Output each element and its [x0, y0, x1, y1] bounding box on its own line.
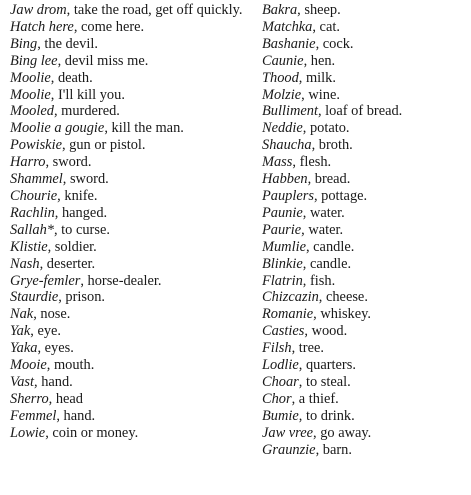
entry-term: Moolie [10, 86, 51, 103]
glossary-entry [262, 408, 467, 425]
entry-term: Flatrin [262, 272, 303, 289]
entry-definition: , cheese. [318, 289, 368, 306]
entry-term: Mooie [10, 357, 47, 374]
entry-definition: , cock. [315, 35, 354, 52]
glossary-entry [10, 256, 248, 273]
entry-term: Romanie [262, 306, 314, 323]
entry-definition: , candle. [302, 255, 352, 272]
right-column [262, 2, 467, 458]
glossary-entry [10, 289, 248, 306]
entry-definition: , hen. [303, 52, 336, 69]
entry-definition: , to drink. [298, 407, 355, 424]
entry-term: Graunzie [262, 441, 316, 458]
entry-term: Shaucha [262, 137, 312, 154]
glossary-entry [10, 2, 248, 19]
glossary-entry [10, 374, 248, 391]
entry-term: Lowie [10, 424, 46, 441]
glossary-entry [262, 171, 467, 188]
glossary-entry [262, 442, 467, 459]
entry-term: Paunie [262, 204, 303, 221]
glossary-entry [262, 2, 467, 19]
entry-term: Yak [10, 323, 31, 340]
entry-term: Grye-femler [10, 272, 81, 289]
entry-term: Matchka [262, 18, 313, 35]
entry-term: Blinkie [262, 255, 303, 272]
entry-term: Sherro [10, 390, 49, 407]
entry-term: Sallah* [10, 221, 54, 238]
glossary-entry [10, 340, 248, 357]
entry-term: Jaw drom [10, 2, 67, 18]
entry-definition: , sheep. [297, 2, 341, 18]
entry-definition: , prison. [58, 289, 106, 306]
glossary-entry [262, 53, 467, 70]
glossary-entry [10, 36, 248, 53]
entry-term: Mooled [10, 103, 54, 120]
entry-definition: , soldier. [47, 238, 97, 255]
entry-term: Choar [262, 373, 299, 390]
glossary-entry [10, 425, 248, 442]
entry-definition: , deserter. [39, 255, 96, 272]
entry-term: Jaw vree [262, 424, 314, 441]
glossary-entry [10, 154, 248, 171]
glossary-entry [262, 425, 467, 442]
glossary-entry [10, 239, 248, 256]
entry-definition: , head [48, 390, 84, 407]
glossary-entry [10, 188, 248, 205]
entry-term: Rachlin [10, 204, 55, 221]
glossary-entry [262, 19, 467, 36]
entry-definition: , devil miss me. [57, 52, 149, 69]
entry-term: Neddie [262, 120, 303, 137]
glossary-entry [262, 340, 467, 357]
entry-definition: , barn. [315, 441, 352, 458]
entry-definition: , gun or pistol. [61, 137, 146, 154]
entry-definition: , sword. [45, 154, 92, 171]
entry-definition: , wine. [301, 86, 340, 103]
glossary-entry [10, 205, 248, 222]
entry-term: Femmel [10, 407, 57, 424]
entry-definition: , nose. [33, 306, 71, 323]
entry-term: Pauplers [262, 187, 314, 204]
entry-term: Casties [262, 323, 305, 340]
entry-term: Filsh [262, 340, 292, 357]
entry-term: Paurie [262, 221, 302, 238]
left-column [10, 2, 248, 442]
entry-definition: , eyes. [37, 340, 74, 357]
entry-definition: , candle. [305, 238, 355, 255]
entry-definition: , flesh. [292, 154, 332, 171]
entry-definition: , coin or money. [45, 424, 139, 441]
entry-term: Caunie [262, 52, 304, 69]
glossary-entry [262, 137, 467, 154]
entry-term: Powiskie [10, 137, 62, 154]
glossary-entry [262, 120, 467, 137]
entry-definition: , murdered. [53, 103, 120, 120]
entry-term: Bing [10, 35, 38, 52]
glossary-entry [262, 306, 467, 323]
glossary-entry [10, 103, 248, 120]
glossary-entry [262, 391, 467, 408]
entry-definition: , loaf of bread. [317, 103, 403, 120]
glossary-entry [10, 87, 248, 104]
entry-definition: , tree. [291, 340, 324, 357]
glossary-entry [262, 273, 467, 290]
entry-term: Vast [10, 373, 34, 390]
entry-term: Mass [262, 154, 293, 171]
glossary-entry [10, 70, 248, 87]
entry-definition: , cat. [312, 18, 340, 35]
entry-definition: , pottage. [313, 187, 368, 204]
entry-definition: , to curse. [53, 221, 110, 238]
entry-definition: , hand. [56, 407, 96, 424]
glossary-entry [10, 273, 248, 290]
glossary-entry [10, 137, 248, 154]
glossary-entry [262, 323, 467, 340]
entry-term: Nak [10, 306, 34, 323]
entry-definition: , water. [301, 221, 344, 238]
entry-definition: , milk. [298, 69, 336, 86]
entry-definition: , a thief. [291, 390, 339, 407]
glossary-entry [10, 171, 248, 188]
entry-definition: , mouth. [46, 357, 95, 374]
glossary-entry [262, 256, 467, 273]
entry-definition: , to steal. [298, 373, 351, 390]
glossary-entry [262, 188, 467, 205]
entry-term: Yaka [10, 340, 38, 357]
entry-definition: , eye. [30, 323, 62, 340]
glossary-entry [262, 289, 467, 306]
entry-term: Klistie [10, 238, 48, 255]
entry-term: Chor [262, 390, 292, 407]
entry-term: Chourie [10, 187, 58, 204]
glossary-entry [262, 357, 467, 374]
entry-definition: , quarters. [298, 357, 356, 374]
entry-definition: , death. [50, 69, 93, 86]
entry-term: Mumlie [262, 238, 306, 255]
entry-term: Staurdie [10, 289, 59, 306]
entry-term: Habben [262, 171, 308, 188]
entry-term: Moolie [10, 69, 51, 86]
entry-term: Bashanie [262, 35, 316, 52]
entry-definition: , fish. [302, 272, 336, 289]
glossary-entry [262, 36, 467, 53]
glossary-entry [262, 87, 467, 104]
glossary-entry [262, 103, 467, 120]
entry-term: Bumie [262, 407, 299, 424]
entry-definition: , kill the man. [104, 120, 184, 137]
glossary-entry [262, 239, 467, 256]
entry-definition: , take the road, get off quickly. [66, 2, 243, 18]
glossary-entry [10, 306, 248, 323]
entry-term: Harro [10, 154, 46, 171]
glossary-entry [262, 374, 467, 391]
entry-term: Nash [10, 255, 40, 272]
entry-definition: , hanged. [54, 204, 108, 221]
glossary-entry [262, 70, 467, 87]
entry-term: Lodlie [262, 357, 299, 374]
glossary-entry [10, 357, 248, 374]
glossary-entry [10, 391, 248, 408]
entry-definition: , horse-dealer. [80, 272, 162, 289]
entry-definition: , sword. [62, 171, 109, 188]
entry-term: Thood [262, 69, 299, 86]
entry-term: Molzie [262, 86, 302, 103]
glossary-entry [10, 53, 248, 70]
glossary-entry [10, 120, 248, 137]
entry-term: Shammel [10, 171, 63, 188]
entry-term: Bulliment [262, 103, 318, 120]
entry-definition: , go away. [313, 424, 372, 441]
entry-term: Hatch here [10, 18, 74, 35]
entry-term: Moolie a gougie [10, 120, 105, 137]
entry-definition: , I'll kill you. [50, 86, 125, 103]
entry-definition: , bread. [307, 171, 351, 188]
glossary-entry [262, 205, 467, 222]
entry-definition: , whiskey. [313, 306, 371, 323]
entry-definition: , potato. [302, 120, 350, 137]
glossary-entry [10, 323, 248, 340]
glossary-entry [10, 19, 248, 36]
entry-definition: , wood. [304, 323, 348, 340]
entry-definition: , water. [302, 204, 345, 221]
entry-definition: , come here. [73, 18, 145, 35]
entry-definition: , hand. [34, 373, 73, 390]
entry-term: Chizcazin [262, 289, 319, 306]
entry-term: Bing lee [10, 52, 58, 69]
entry-definition: , knife. [57, 187, 98, 204]
entry-definition: , broth. [311, 137, 353, 154]
glossary-entry [10, 222, 248, 239]
glossary-entry [262, 222, 467, 239]
entry-term: Bakra [262, 2, 298, 18]
entry-definition: , the devil. [37, 35, 98, 52]
glossary-entry [262, 154, 467, 171]
glossary-entry [10, 408, 248, 425]
